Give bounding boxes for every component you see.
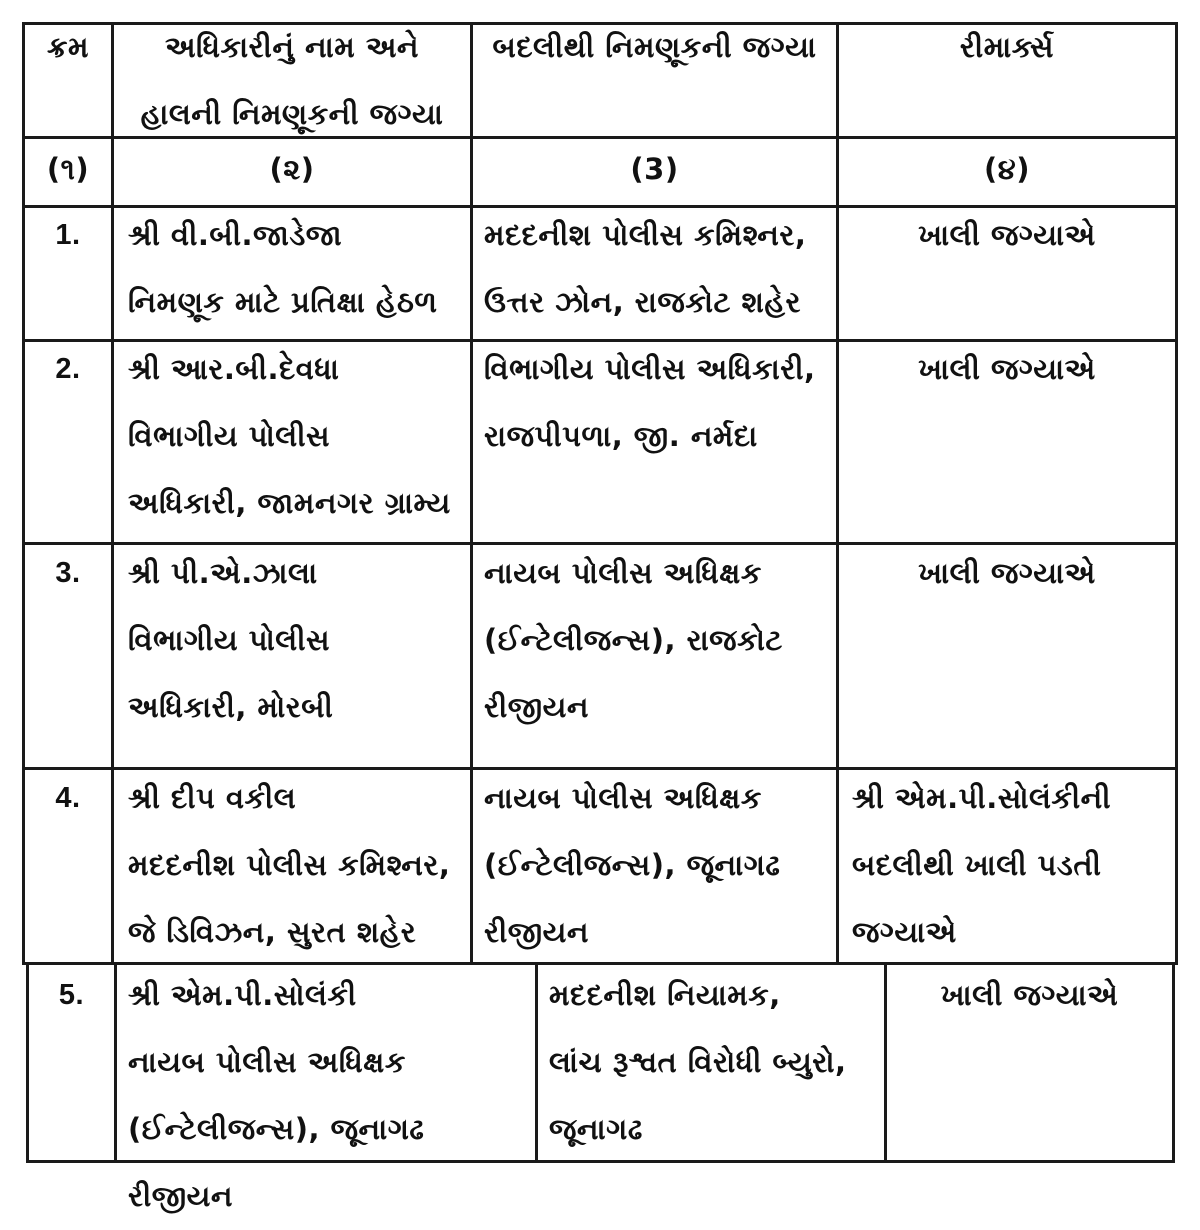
header-serial: ક્રમ <box>47 30 89 64</box>
row-5-posting: મદદનીશ નિયામક, લાંચ રૂશ્વત વિરોધી બ્યુરો, જૂનાગઢ <box>549 978 847 1146</box>
column-number-1: (૧) <box>46 152 90 186</box>
row-3-posting: નાયબ પોલીસ અધિક્ષક (ઈન્ટેલીજન્સ), રાજકોટ રીજીયન <box>484 556 783 724</box>
row5-col-divider-1 <box>114 962 117 1163</box>
row-5-remarks: ખાલી જગ્યાએ <box>940 978 1119 1012</box>
row-1-officer: શ્રી વી.બી.જાડેજા નિમણૂક માટે પ્રતિક્ષા હેઠળ <box>128 218 438 319</box>
row-3-remarks: ખાલી જગ્યાએ <box>918 556 1096 590</box>
header-officer: અધિકારીનું નામ અને હાલની નિમણૂકની જગ્યા <box>140 30 444 131</box>
header-remarks: રીમાર્ક્સ <box>959 30 1055 64</box>
row-2-serial: 2. <box>55 353 81 385</box>
row-2-officer: શ્રી આર.બી.દેવધા વિભાગીય પોલીસ અધિકારી, જામનગર ગ્રામ્ય <box>128 352 451 520</box>
row-1-remarks: ખાલી જગ્યાએ <box>918 218 1096 252</box>
row-2-remarks: ખાલી જગ્યાએ <box>918 352 1096 386</box>
row-3-serial: 3. <box>55 557 81 589</box>
row-4-officer: શ્રી દીપ વકીલ મદદનીશ પોલીસ કમિશ્નર, જે ડિવિઝન, સુરત શહેર <box>128 781 451 949</box>
row-1-posting: મદદનીશ પોલીસ કમિશ્નર, ઉત્તર ઝોન, રાજકોટ શહેર <box>484 218 807 319</box>
column-number-2: (૨) <box>269 152 315 186</box>
row-5-serial: 5. <box>58 979 85 1011</box>
table-border-right <box>1175 22 1178 965</box>
row-1-serial: 1. <box>55 219 81 251</box>
column-number-4: (૪) <box>984 152 1030 186</box>
row-4-posting: નાયબ પોલીસ અધિક્ષક (ઈન્ટેલીજન્સ), જૂનાગઢ રીજીયન <box>484 781 781 949</box>
row-4-serial: 4. <box>55 782 81 814</box>
row-2-posting: વિભાગીય પોલીસ અધિકારી, રાજપીપળા, જી. નર્મદા <box>484 352 816 453</box>
row5-col-divider-2 <box>535 962 538 1163</box>
row-4-remarks: શ્રી એમ.પી.સોલંકીની બદલીથી ખાલી પડતી જગ્યાએ <box>852 781 1112 949</box>
row5-border-right <box>1172 962 1175 1163</box>
row-3-officer: શ્રી પી.એ.ઝાલા વિભાગીય પોલીસ અધિકારી, મોરબી <box>128 556 334 724</box>
row-5-officer: શ્રી એમ.પી.સોલંકી નાયબ પોલીસ અધિક્ષક (ઈન્ટેલીજન્સ), જૂનાગઢ રીજીયન <box>128 978 425 1213</box>
column-number-3: (3) <box>630 152 679 186</box>
header-posting: બદલીથી નિમણૂકની જગ્યા <box>492 30 817 64</box>
